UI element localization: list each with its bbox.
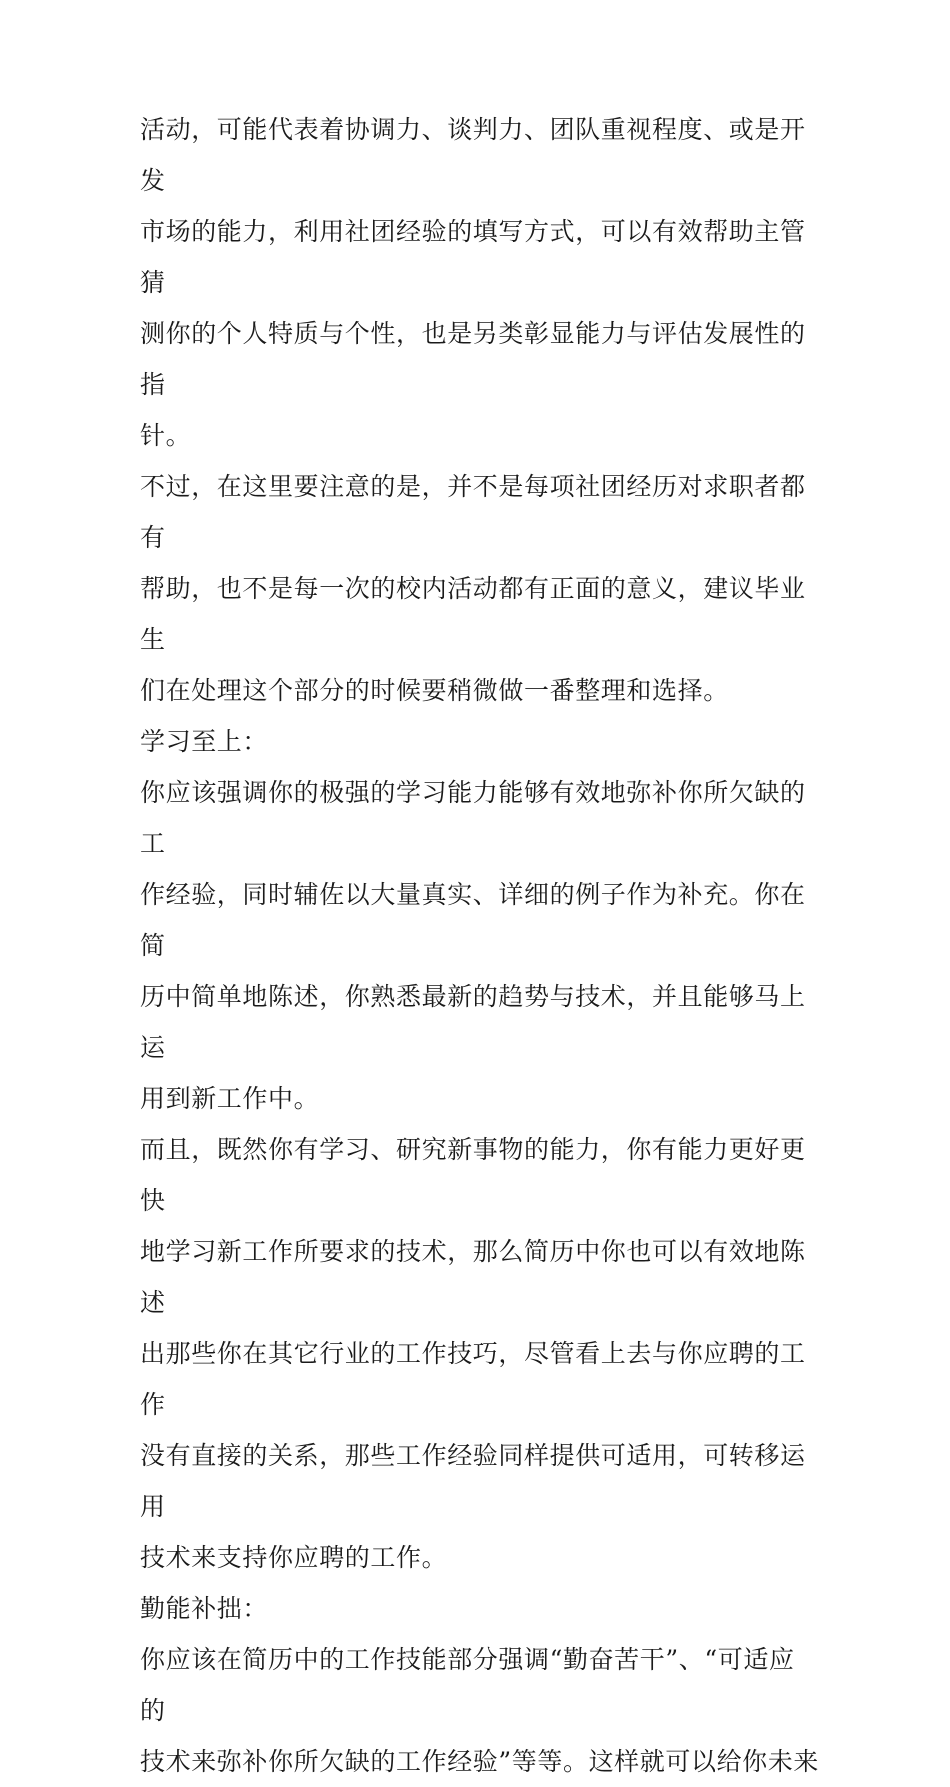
paragraph-club-experience: 活动，可能代表着协调力、谈判力、团队重视程度、或是开发 市场的能力，利用社团经验的填写方式，可以有效帮助主管猜 测你的个人特质与个性，也是另类彰显能力与评估发展性的指 针。 bbox=[140, 115, 806, 450]
heading-learning-first: 学习至上： bbox=[140, 727, 269, 756]
document-body bbox=[140, 104, 820, 1787]
heading-diligence: 勤能补拙： bbox=[140, 1594, 269, 1623]
paragraph-diligence-skills: 你应该在简历中的工作技能部分强调“勤奋苦干”、“可适应的 技术来弥补你所欠缺的工作经验”等等。这样就可以给你未来 bbox=[140, 1645, 819, 1776]
paragraph-learning-ability: 你应该强调你的极强的学习能力能够有效地弥补你所欠缺的工 作经验，同时辅佐以大量真实、详细的例子作为补充。你在简 历中简单地陈述，你熟悉最新的趋势与技术，并且能够马上运 用到新工作中。 bbox=[140, 778, 806, 1113]
paragraph-transferable-skills: 而且，既然你有学习、研究新事物的能力，你有能力更好更快 地学习新工作所要求的技术，那么简历中你也可以有效地陈述 出那些你在其它行业的工作技巧，尽管看上去与你应聘的工作 没有直接的关系，那些工作经验同样提供可适用，可转移运用 技术来支持你应聘的工作。 bbox=[140, 1135, 806, 1572]
paragraph-club-caution: 不过，在这里要注意的是，并不是每项社团经历对求职者都有 帮助，也不是每一次的校内活动都有正面的意义，建议毕业生 们在处理这个部分的时候要稍微做一番整理和选择。 bbox=[140, 472, 806, 705]
